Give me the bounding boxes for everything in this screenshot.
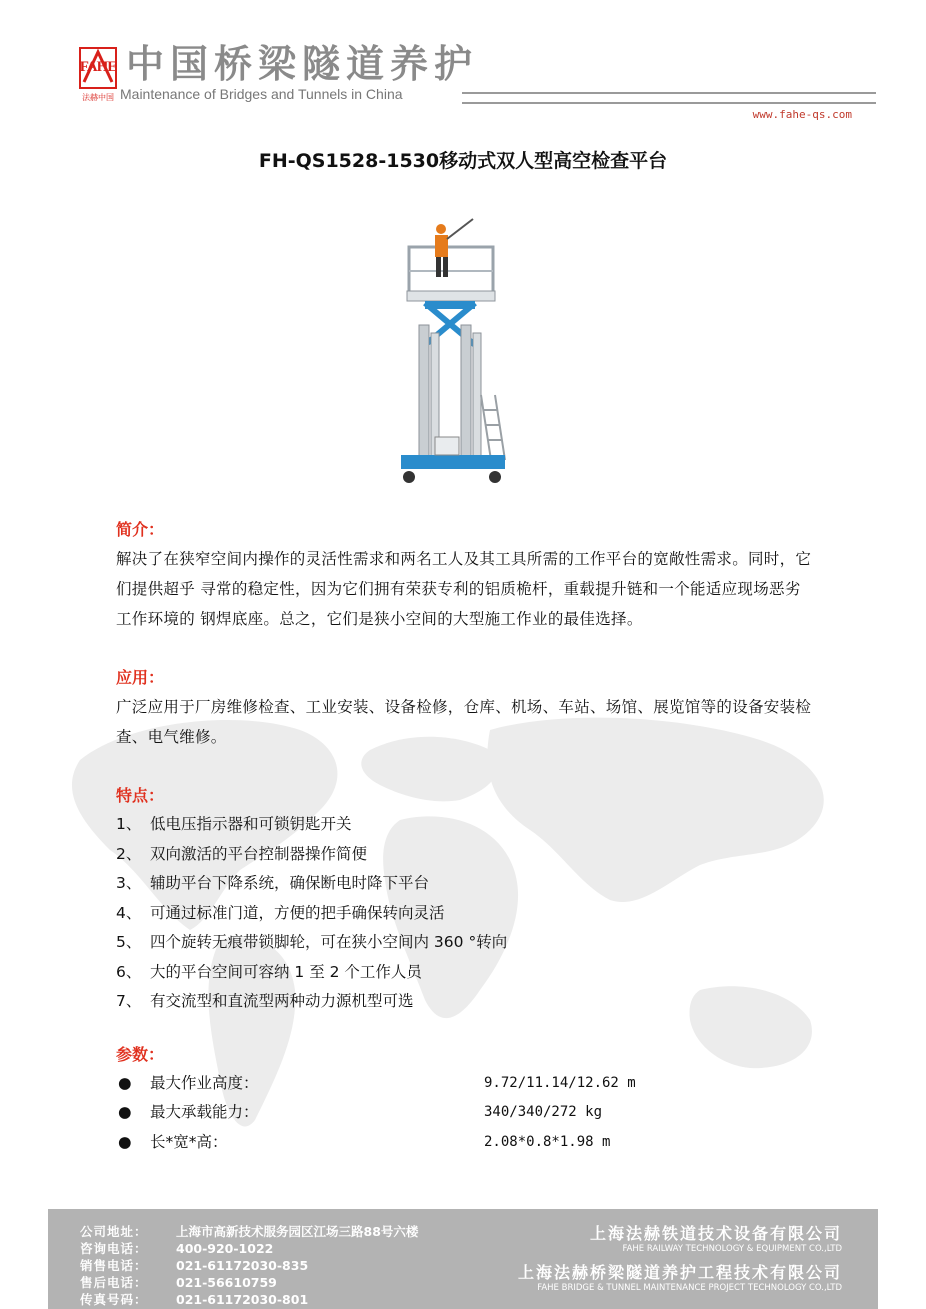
table-row (116, 1098, 816, 1128)
list-item: 5、 四个旋转无痕带锁脚轮，可在狭小空间内 360 °转向 (116, 933, 508, 951)
table-row (116, 1128, 816, 1158)
bullet-icon: ● (118, 1073, 132, 1092)
logo-text: FAHE (79, 59, 117, 75)
application-heading: 应用： (116, 668, 165, 687)
param-value: 9.72/11.14/12.62 m (484, 1074, 636, 1091)
website-link[interactable]: www.fahe-qs.com (752, 108, 852, 121)
features-heading: 特点： (116, 786, 165, 805)
header-title-en: Maintenance of Bridges and Tunnels in China (120, 86, 403, 102)
features-list (116, 810, 816, 1017)
param-name: 长*宽*高： (150, 1132, 228, 1151)
params-heading: 参数： (116, 1044, 165, 1064)
document-body (116, 516, 816, 1157)
contact-row: 公司地址： 上海市高新技术服务园区江场三路88号六楼 (80, 1224, 419, 1239)
product-image (395, 215, 510, 495)
intro-heading: 简介： (116, 520, 165, 539)
list-item: 2、 双向激活的平台控制器操作简便 (116, 844, 368, 863)
param-name: 最大作业高度： (150, 1073, 259, 1092)
company-logo (78, 42, 118, 106)
contact-row: 传真号码： 021-61172030-801 (80, 1292, 309, 1307)
list-item: 1、 低电压指示器和可锁钥匙开关 (116, 815, 352, 833)
list-item: 6、 大的平台空间可容纳 1 至 2 个工作人员 (116, 962, 422, 981)
application-text: 广泛应用于厂房维修检查、工业安装、设备检修，仓库、机场、车站、场馆、展览馆等的设备安装检查、电气维修。 (116, 698, 812, 746)
page-header (78, 42, 878, 122)
page-title: FH-QS1528-1530移动式双人型高空检查平台 (258, 150, 668, 172)
list-item: 7、 有交流型和直流型两种动力源机型可选 (116, 992, 414, 1010)
bullet-icon: ● (118, 1132, 132, 1151)
intro-text: 解决了在狭窄空间内操作的灵活性需求和两名工人及其工具所需的工作平台的宽敞性需求。同时，它们提供超乎 寻常的稳定性，因为它们拥有荣获专利的铝质桅杆，重载提升链和一个能适应现场恶劣工作环境的 钢焊底座。总之，它们是狭小空间的大型施工作业的最佳选择。 (116, 550, 812, 628)
table-row (116, 1069, 816, 1099)
list-item: 4、 可通过标准门道，方便的把手确保转向灵活 (116, 903, 445, 922)
param-value: 2.08*0.8*1.98 m (484, 1133, 611, 1150)
logo-subtext: 法赫中国 (82, 93, 114, 102)
company2-name-cn: 上海法赫桥梁隧道养护工程技术有限公司 (517, 1263, 842, 1282)
company1-name-en: FAHE RAILWAY TECHNOLOGY & EQUIPMENT CO.,LTD (622, 1244, 842, 1254)
company2-name-en: FAHE BRIDGE & TUNNEL MAINTENANCE PROJECT TECHNOLOGY CO.,LTD (537, 1283, 842, 1293)
company-names (518, 1221, 842, 1299)
params-list (116, 1069, 816, 1158)
bullet-icon: ● (118, 1103, 132, 1121)
header-title-cn: 中国桥梁隧道养护 (126, 42, 479, 86)
contact-row: 售后电话： 021-56610759 (80, 1275, 277, 1290)
param-value: 340/340/272 kg (484, 1104, 603, 1120)
company1-name-cn: 上海法赫铁道技术设备有限公司 (589, 1224, 842, 1243)
header-divider (462, 92, 876, 104)
contact-row: 咨询电话： 400-920-1022 (80, 1241, 274, 1256)
page-footer (48, 1209, 878, 1309)
list-item: 3、 辅助平台下降系统，确保断电时降下平台 (116, 874, 430, 892)
param-name: 最大承载能力： (150, 1103, 259, 1121)
contact-info (80, 1223, 418, 1308)
contact-row: 销售电话： 021-61172030-835 (80, 1258, 309, 1273)
